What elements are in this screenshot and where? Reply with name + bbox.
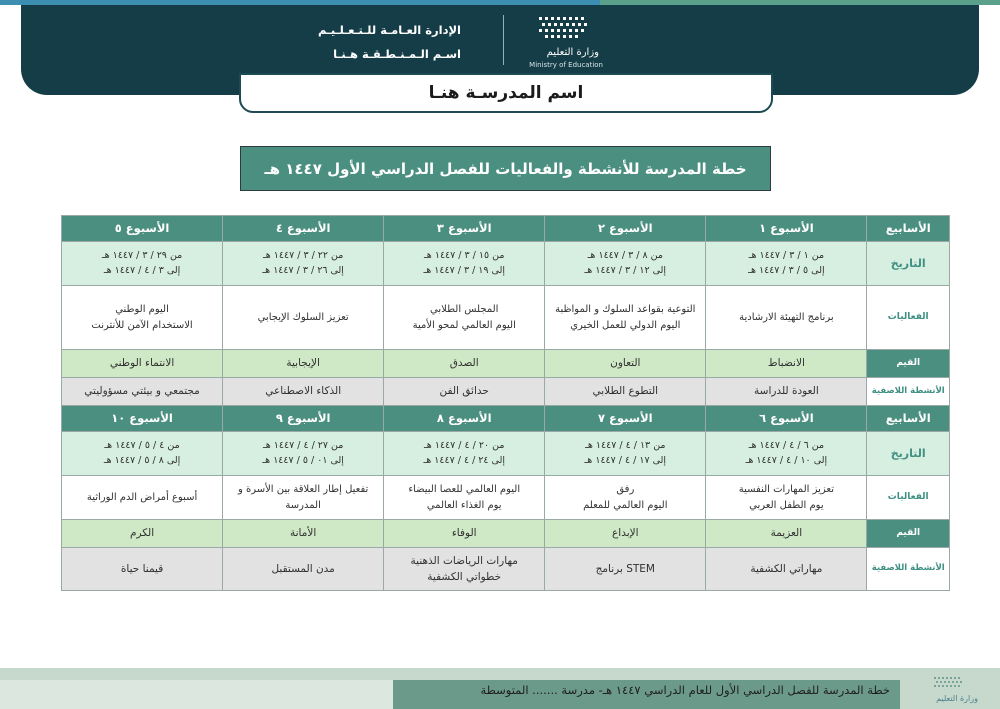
week-activity <box>62 378 223 406</box>
events-row <box>62 476 950 520</box>
activity-item: مدن المستقبل <box>271 562 335 575</box>
week-value: الانضباط <box>706 350 867 378</box>
footer-logo-text: وزارة التعليم <box>936 694 978 703</box>
week-value: العزيمة <box>706 520 867 548</box>
week-events <box>223 476 384 520</box>
week-date <box>706 242 867 286</box>
week-value: الصدق <box>384 350 545 378</box>
date-to: إلى ٣ / ٤ / ١٤٤٧ هـ <box>103 264 181 276</box>
activity-item: حدائق الفن <box>439 385 489 398</box>
date-from: من ٢٧ / ٤ / ١٤٤٧ هـ <box>262 439 344 451</box>
extracurricular-label: الأنشطة اللاصفية <box>867 378 950 406</box>
activity-item: STEM برنامج <box>595 562 655 575</box>
week-name: الأسبوع ٦ <box>706 406 867 432</box>
week-name: الأسبوع ٨ <box>384 406 545 432</box>
school-name: اسم المدرسـة هنـا <box>428 83 584 103</box>
activities-plan-table <box>61 215 950 591</box>
date-row <box>62 242 950 286</box>
ministry-logo-arabic: وزارة التعليم <box>546 47 599 58</box>
event-item: المجلس الطلابي <box>430 304 499 315</box>
date-label: التاريخ <box>867 432 950 476</box>
date-to: إلى ١٩ / ٣ / ١٤٤٧ هـ <box>423 264 505 276</box>
week-activity <box>223 378 384 406</box>
footer-text: خطة المدرسة للفصل الدراسي الأول للعام الدراسي ١٤٤٧ هـ- مدرسة ....... المتوسطة <box>480 683 890 697</box>
week-activity <box>384 548 545 591</box>
week-activity <box>384 378 545 406</box>
activity-item: الذكاء الاصطناعي <box>265 385 342 398</box>
week-activity <box>545 548 706 591</box>
date-to: إلى ١٧ / ٤ / ١٤٤٧ هـ <box>584 454 667 466</box>
week-activity <box>62 548 223 591</box>
week-name: الأسبوع ٧ <box>545 406 706 432</box>
footer-band-left <box>0 680 393 709</box>
weeks-label: الأسابيع <box>867 216 950 242</box>
events-label: الفعاليات <box>867 476 950 520</box>
week-date <box>545 242 706 286</box>
date-from: من ١ / ٣ / ١٤٤٧ هـ <box>748 249 825 261</box>
event-item: يوم الغذاء العالمي <box>426 499 502 511</box>
date-from: من ٦ / ٤ / ١٤٤٧ هـ <box>748 439 825 451</box>
activity-item: مهارات الرياضات الذهنية <box>410 554 518 567</box>
values-label: القيم <box>867 520 950 548</box>
extracurricular-label: الأنشطة اللاصفية <box>867 548 950 591</box>
week-header-row <box>62 216 950 242</box>
extracurricular-row <box>62 548 950 591</box>
week-events <box>384 286 545 350</box>
date-to: إلى ٢٤ / ٤ / ١٤٤٧ هـ <box>423 454 505 466</box>
week-header-row <box>62 406 950 432</box>
week-events <box>706 476 867 520</box>
week-value: الكرم <box>62 520 223 548</box>
activity-item: العودة للدراسة <box>754 385 819 398</box>
region-name: اسـم الـمـنـطـقـة هـنـا <box>333 47 461 61</box>
week-events <box>223 286 384 350</box>
date-from: من ٢٩ / ٣ / ١٤٤٧ هـ <box>101 249 183 261</box>
ministry-logo-english: Ministry of Education <box>529 61 603 69</box>
event-item: اليوم العالمي للعصا البيضاء <box>408 484 521 495</box>
event-item: التوعية بقواعد السلوك و المواظبة <box>555 304 696 315</box>
date-to: إلى ٢٦ / ٣ / ١٤٤٧ هـ <box>262 264 344 276</box>
event-item: يوم الطفل العربي <box>749 499 824 511</box>
date-from: من ٤ / ٥ / ١٤٤٧ هـ <box>104 439 180 451</box>
date-from: من ١٣ / ٤ / ١٤٤٧ هـ <box>585 439 666 451</box>
extracurricular-row <box>62 378 950 406</box>
ministry-logo <box>519 11 619 73</box>
week-value: الوفاء <box>384 520 545 548</box>
week-name: الأسبوع ١ <box>706 216 867 242</box>
week-events <box>384 476 545 520</box>
week-name: الأسبوع ٥ <box>62 216 223 242</box>
events-row <box>62 286 950 350</box>
week-name: الأسبوع ٣ <box>384 216 545 242</box>
plan-title: خطة المدرسة للأنشطة والفعاليات للفصل الدراسي الأول ١٤٤٧ هـ <box>264 159 747 178</box>
activity-item: مهاراتي الكشفية <box>750 562 823 575</box>
events-label: الفعاليات <box>867 286 950 350</box>
week-activity <box>706 548 867 591</box>
event-item: رفق <box>616 484 635 495</box>
activity-item: خطواتي الكشفية <box>427 571 502 583</box>
event-item: برنامج التهيئة الارشادية <box>739 311 834 323</box>
week-activity <box>706 378 867 406</box>
event-item: تفعيل إطار العلاقة بين الأسرة و المدرسة <box>237 484 369 511</box>
week-value: الإبداع <box>545 520 706 548</box>
values-row <box>62 350 950 378</box>
week-events <box>706 286 867 350</box>
date-from: من ٢٠ / ٤ / ١٤٤٧ هـ <box>424 439 505 451</box>
date-to: إلى ٨ / ٥ / ١٤٤٧ هـ <box>103 454 181 466</box>
week-events <box>545 476 706 520</box>
date-label: التاريخ <box>867 242 950 286</box>
week-date <box>384 432 545 476</box>
week-activity <box>545 378 706 406</box>
event-item: اليوم العالمي لمحو الأمية <box>412 319 516 331</box>
date-to: إلى ٥ / ٣ / ١٤٤٧ هـ <box>748 264 825 276</box>
date-to: إلى ١٢ / ٣ / ١٤٤٧ هـ <box>584 264 667 276</box>
week-date <box>223 432 384 476</box>
date-from: من ٨ / ٣ / ١٤٤٧ هـ <box>587 249 663 261</box>
week-name: الأسبوع ٢ <box>545 216 706 242</box>
week-value: الإيجابية <box>223 350 384 378</box>
week-date <box>62 432 223 476</box>
date-to: إلى ١٠ / ٤ / ١٤٤٧ هـ <box>745 454 828 466</box>
event-item: تعزيز السلوك الإيجابي <box>257 311 349 323</box>
week-name: الأسبوع ١٠ <box>62 406 223 432</box>
event-item: اليوم العالمي للمعلم <box>583 499 668 511</box>
ministry-logo-icon <box>519 15 603 45</box>
school-name-box <box>239 73 773 113</box>
values-label: القيم <box>867 350 950 378</box>
values-row <box>62 520 950 548</box>
activity-item: مجتمعي و بيئتي مسؤوليتي <box>84 385 200 398</box>
event-item: اليوم الوطني <box>115 304 169 315</box>
event-item: أسبوع أمراض الدم الوراثية <box>86 491 198 503</box>
week-date <box>62 242 223 286</box>
date-from: من ٢٢ / ٣ / ١٤٤٧ هـ <box>262 249 344 261</box>
week-name: الأسبوع ٤ <box>223 216 384 242</box>
date-to: إلى ٠١ / ٥ / ١٤٤٧ هـ <box>262 454 344 466</box>
date-from: من ١٥ / ٣ / ١٤٤٧ هـ <box>424 249 505 261</box>
event-item: الاستخدام الآمن للأنترنت <box>91 319 193 331</box>
activity-item: قيمنا حياة <box>120 562 164 575</box>
event-item: تعزيز المهارات النفسية <box>738 484 835 495</box>
date-row <box>62 432 950 476</box>
week-date <box>223 242 384 286</box>
weeks-label: الأسابيع <box>867 406 950 432</box>
plan-title-box <box>240 146 771 191</box>
week-value: التعاون <box>545 350 706 378</box>
week-events <box>545 286 706 350</box>
week-date <box>384 242 545 286</box>
week-events <box>62 286 223 350</box>
week-date <box>706 432 867 476</box>
week-events <box>62 476 223 520</box>
header-divider <box>503 15 504 65</box>
activity-item: التطوع الطلابي <box>592 385 659 398</box>
event-item: اليوم الدولي للعمل الخيري <box>570 319 681 331</box>
week-date <box>545 432 706 476</box>
week-name: الأسبوع ٩ <box>223 406 384 432</box>
week-value: الانتماء الوطني <box>62 350 223 378</box>
week-activity <box>223 548 384 591</box>
week-value: الأمانة <box>223 520 384 548</box>
department-name: الإدارة العـامـة للـتـعـلـيـم <box>317 23 461 37</box>
